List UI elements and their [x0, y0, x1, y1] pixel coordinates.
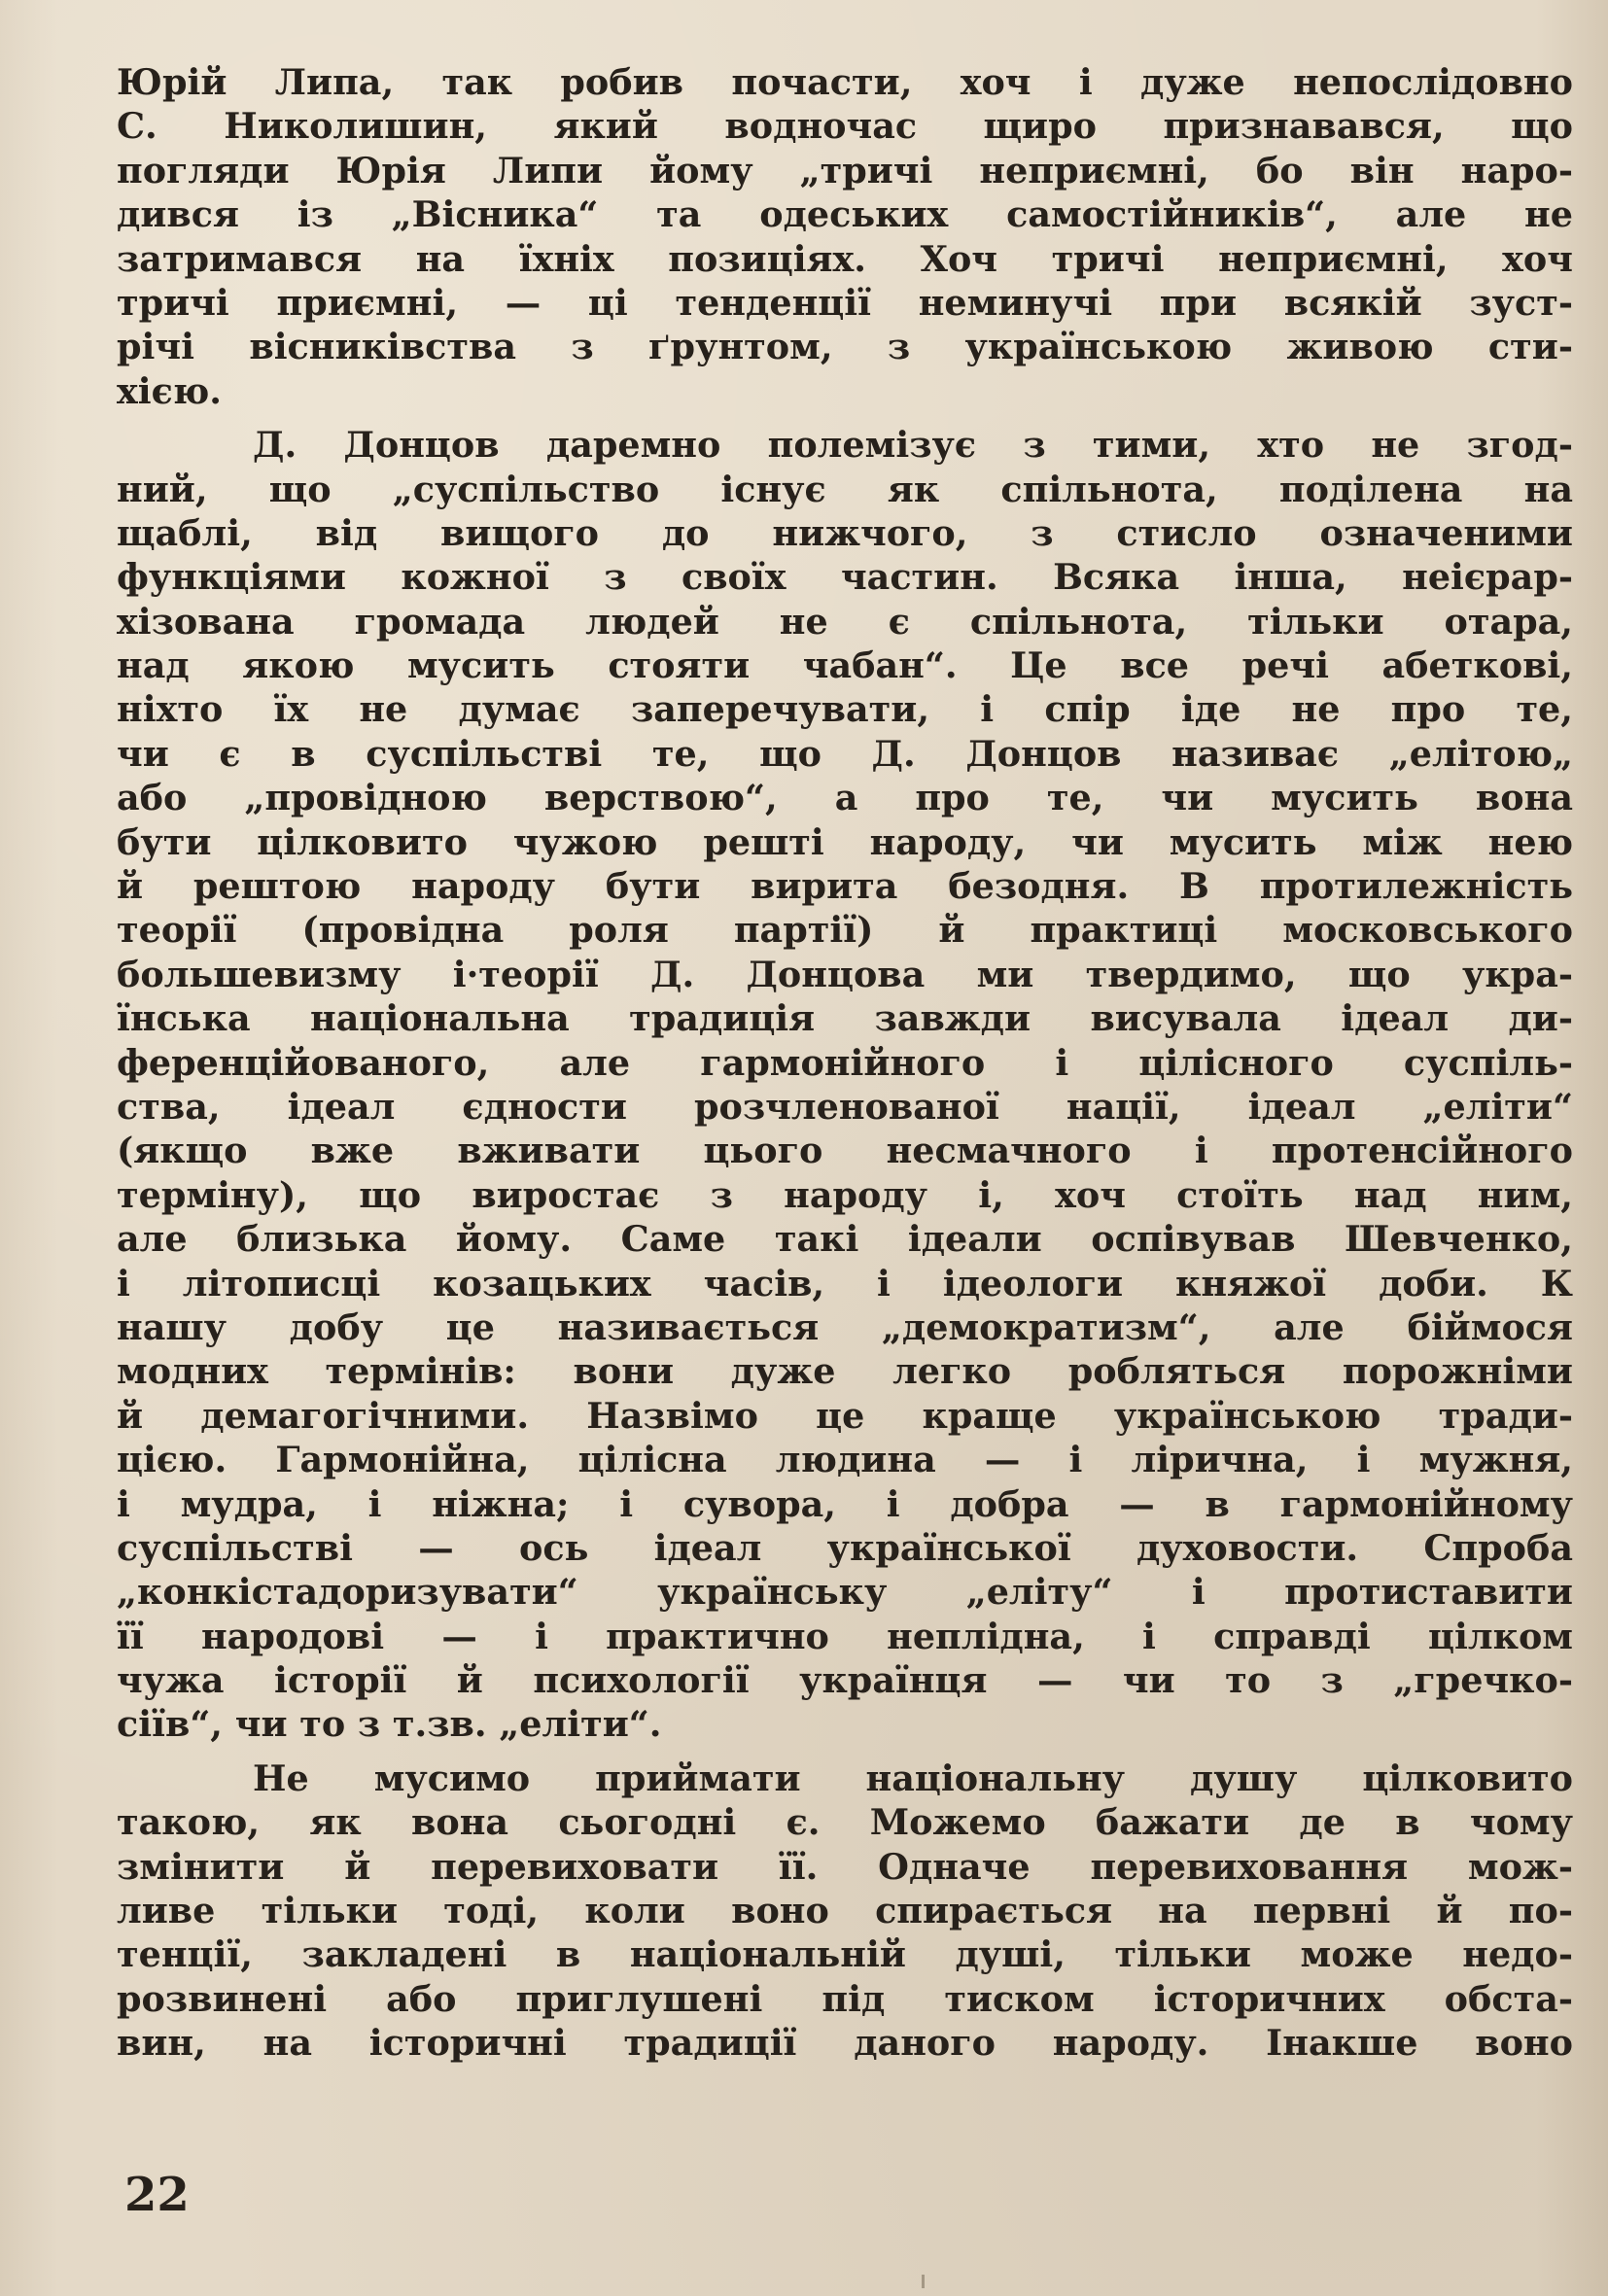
paragraph-3 — [117, 1757, 1573, 2066]
text-line: хією. — [117, 369, 222, 412]
text-line: нашу добу це називається „демократизм“, але біймося — [117, 1305, 1573, 1348]
text-line: (якщо вже вживати цього несмачного і протенсійного — [117, 1130, 1573, 1172]
text-line: суспільстві — ось ідеал української духовости. Спроба — [117, 1526, 1573, 1569]
text-line: і літописці козацьких часів, і ідеологи княжої доби. К — [117, 1262, 1573, 1305]
text-line: або „провідною верствою“, а про те, чи мусить вона — [117, 777, 1573, 819]
text-line: модних термінів: вони дуже легко робляться порожніми — [117, 1350, 1573, 1393]
text-line: погляди Юрія Липи йому „тричі неприємні, бо він наро- — [117, 149, 1573, 191]
text-line: над якою мусить стояти чабан“. Це все речі абеткові, — [117, 644, 1573, 687]
text-line: сіїв“, чи то з т.зв. „еліти“. — [117, 1703, 662, 1746]
text-line: функціями кожної з своїх частин. Всяка інша, неієрар- — [117, 556, 1573, 599]
text-line: ний, що „суспільство існує як спільнота, поділена на — [117, 468, 1573, 510]
text-line: й рештою народу бути вирита безодня. В протилежність — [117, 865, 1573, 908]
text-line: але близька йому. Саме такі ідеали оспівував Шевченко, — [117, 1218, 1573, 1261]
text-line: їнська національна традиція завжди висувала ідеал ди- — [117, 997, 1573, 1040]
print-mark — [922, 2275, 925, 2288]
text-line: „конкістадоризувати“ українську „еліту“ і протиставити — [117, 1571, 1573, 1614]
text-line: хізована громада людей не є спільнота, тільки отара, — [117, 600, 1573, 643]
text-line: і мудра, і ніжна; і сувора, і добра — в гармонійному — [117, 1482, 1573, 1525]
text-line: чи є в суспільстві те, що Д. Донцов називає „елітою„ — [117, 732, 1573, 775]
paragraph-2 — [117, 423, 1573, 1747]
text-line: большевизму і·теорії Д. Донцова ми твердимо, що укра- — [117, 953, 1573, 995]
text-line: затримався на їхніх позиціях. Хоч тричі неприємні, хоч — [117, 237, 1573, 280]
text-line: й демагогічними. Назвімо це краще українською тради- — [117, 1394, 1573, 1437]
text-line: ства, ідеал єдности розчленованої нації, ідеал „еліти“ — [117, 1085, 1573, 1128]
text-line: її народові — і практично неплідна, і справді цілком — [117, 1615, 1573, 1657]
paragraph-1 — [117, 60, 1573, 413]
text-line: Д. Донцов даремно полемізує з тими, хто не згод- — [253, 424, 1573, 467]
text-line: ливе тільки тоді, коли воно спирається на первні й по- — [117, 1890, 1573, 1932]
text-line: тенції, закладені в національній душі, тільки може недо- — [117, 1933, 1573, 1976]
text-line: ференційованого, але гармонійного і цілісного суспіль- — [117, 1041, 1573, 1084]
text-line: дився із „Вісника“ та одеських самостійників“, але не — [117, 193, 1573, 236]
text-line: розвинені або приглушені під тиском історичних обста- — [117, 1977, 1573, 2020]
text-line: такою, як вона сьогодні є. Можемо бажати де в чому — [117, 1801, 1573, 1844]
text-line: річі вісниківства з ґрунтом, з українською живою сти- — [117, 326, 1573, 368]
text-line: бути цілковито чужою решті народу, чи мусить між нею — [117, 820, 1573, 863]
text-line: вин, на історичні традиції даного народу. Інакше воно — [117, 2022, 1573, 2065]
page-number: 22 — [124, 2168, 190, 2222]
body-text — [117, 60, 1573, 2066]
text-line: терміну), що виростає з народу і, хоч стоїть над ним, — [117, 1173, 1573, 1216]
text-line: ніхто їх не думає заперечувати, і спір іде не про те, — [117, 688, 1573, 731]
text-line: теорії (провідна роля партії) й практиці московського — [117, 909, 1573, 952]
text-line: Не мусимо приймати національну душу цілковито — [253, 1757, 1573, 1799]
text-line: С. Николишин, який водночас щиро признавався, що — [117, 105, 1573, 148]
text-line: Юрій Липа, так робив почасти, хоч і дуже непослідовно — [117, 61, 1573, 103]
text-line: змінити й перевиховати її. Одначе перевиховання мож- — [117, 1845, 1573, 1888]
text-line: щаблі, від вищого до нижчого, з стисло означеними — [117, 511, 1573, 554]
text-line: цією. Гармонійна, цілісна людина — і лірична, і мужня, — [117, 1439, 1573, 1481]
text-line: чужа історії й психології українця — чи то з „гречко- — [117, 1659, 1573, 1702]
text-line: тричі приємні, — ці тенденції неминучі при всякій зуст- — [117, 281, 1573, 324]
